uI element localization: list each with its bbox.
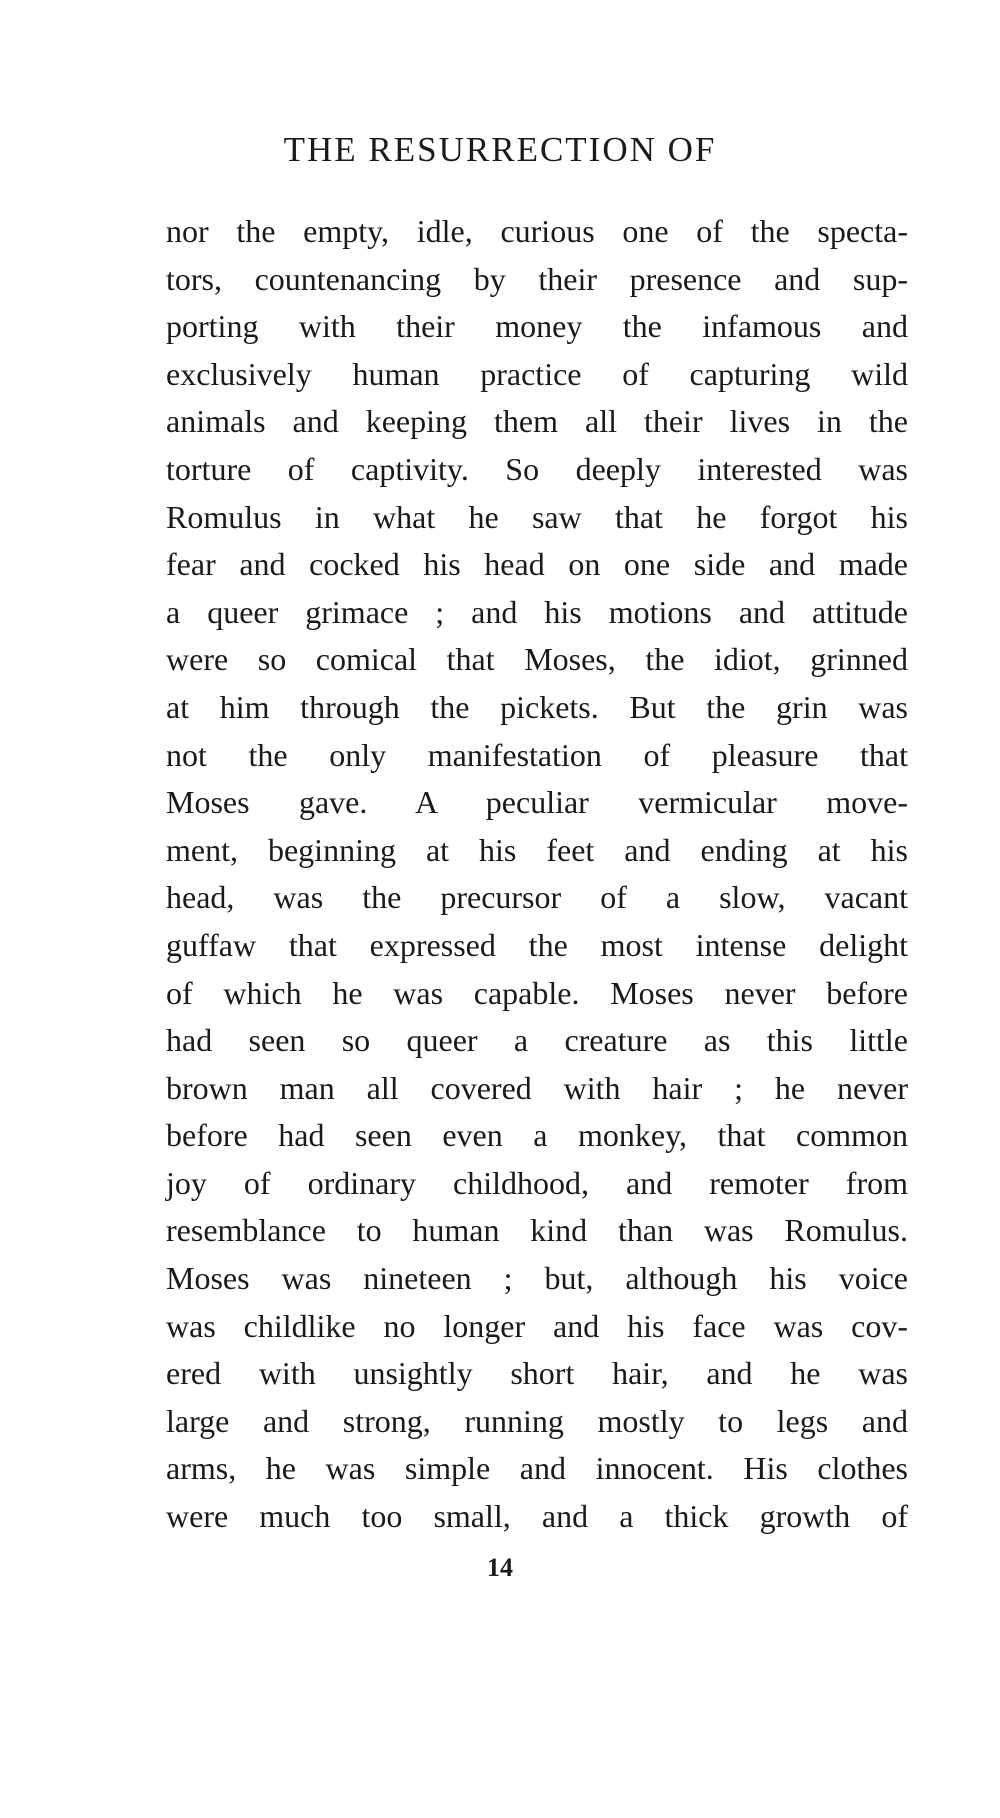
- body-text: [166, 208, 908, 1541]
- text-line: Moses was nineteen ; but, although his voice: [166, 1260, 908, 1297]
- text-line: before had seen even a monkey, that common: [166, 1117, 908, 1154]
- text-line: ment, beginning at his feet and ending at his: [166, 831, 908, 868]
- text-line: not the only manifestation of pleasure that: [166, 736, 908, 773]
- text-line: fear and cocked his head on one side and made: [166, 546, 908, 583]
- text-line: a queer grimace ; and his motions and attitude: [166, 593, 908, 630]
- text-line: large and strong, running mostly to legs and: [166, 1402, 908, 1439]
- text-line: resemblance to human kind than was Romulus.: [166, 1212, 908, 1249]
- text-line: of which he was capable. Moses never before: [166, 974, 908, 1011]
- text-line: ered with unsightly short hair, and he was: [166, 1355, 908, 1392]
- page-number: 14: [487, 1553, 513, 1582]
- text-line: was childlike no longer and his face was cov-: [166, 1307, 908, 1344]
- text-line: arms, he was simple and innocent. His clothes: [166, 1450, 908, 1487]
- text-line: were much too small, and a thick growth of: [166, 1498, 908, 1535]
- text-line: head, was the precursor of a slow, vacant: [166, 879, 908, 916]
- text-line: nor the empty, idle, curious one of the specta-: [166, 213, 908, 249]
- text-line: guffaw that expressed the most intense delight: [166, 926, 908, 963]
- text-line: porting with their money the infamous and: [166, 308, 908, 345]
- text-line: tors, countenancing by their presence and sup-: [166, 260, 908, 297]
- text-line: Romulus in what he saw that he forgot his: [166, 498, 908, 535]
- text-line: exclusively human practice of capturing wild: [166, 355, 908, 392]
- text-line: Moses gave. A peculiar vermicular move-: [166, 784, 908, 821]
- running-head-title: THE RESURRECTION OF: [283, 130, 717, 169]
- text-line: animals and keeping them all their lives in the: [166, 403, 908, 440]
- text-line: were so comical that Moses, the idiot, grinned: [166, 641, 908, 678]
- text-line: had seen so queer a creature as this little: [166, 1022, 908, 1059]
- text-line: brown man all covered with hair ; he never: [166, 1069, 908, 1106]
- text-line: torture of captivity. So deeply interested was: [166, 450, 908, 487]
- text-line: at him through the pickets. But the grin was: [166, 688, 908, 725]
- text-line: joy of ordinary childhood, and remoter from: [166, 1164, 908, 1201]
